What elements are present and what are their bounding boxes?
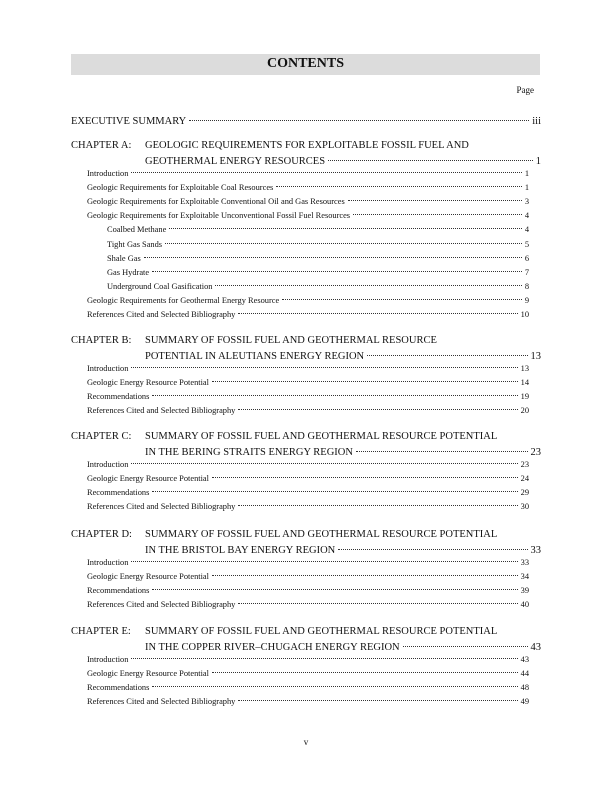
toc-entry[interactable] [87, 486, 529, 499]
dot-leader [212, 477, 518, 478]
toc-entry[interactable] [87, 308, 529, 321]
toc-entry-page: 19 [520, 392, 529, 402]
toc-entry-label: Recommendations [87, 683, 150, 693]
toc-entry-label: Introduction [87, 558, 129, 567]
toc-entry-page: 30 [520, 502, 529, 512]
toc-entry-label: Shale Gas [107, 253, 141, 263]
chapter-heading[interactable] [71, 334, 437, 347]
dot-leader [152, 686, 517, 687]
toc-entry-page: 29 [520, 488, 529, 498]
toc-entry-page: 14 [520, 378, 529, 388]
toc-entry-page: 48 [520, 683, 529, 693]
toc-entry-page: 4 [524, 225, 529, 235]
dot-leader [212, 672, 518, 673]
dot-leader [152, 395, 517, 396]
chapter-title-text: POTENTIAL IN ALEUTIANS ENERGY REGION [145, 351, 365, 362]
toc-entry-page: 10 [520, 310, 529, 319]
toc-entry[interactable] [107, 266, 529, 279]
toc-entry-label: Introduction [87, 460, 129, 469]
toc-entry-label: Geologic Requirements for Exploitable Conventional Oil and Gas Resources [87, 197, 345, 207]
dot-leader [131, 561, 517, 562]
chapter-heading[interactable] [71, 528, 497, 541]
toc-entry-label: Geologic Energy Resource Potential [87, 669, 209, 679]
toc-entry-label: Tight Gas Sands [107, 239, 163, 249]
dot-leader [131, 658, 517, 659]
toc-entry[interactable] [87, 667, 529, 680]
chapter-label: CHAPTER A: [71, 140, 132, 151]
toc-entry-page: 9 [524, 295, 529, 305]
chapter-heading[interactable] [71, 430, 497, 443]
dot-leader [131, 172, 521, 173]
dot-leader [276, 186, 522, 187]
toc-entry[interactable] [87, 294, 529, 307]
toc-entry-page: 24 [520, 474, 529, 484]
dot-leader [165, 243, 522, 244]
dot-leader [189, 120, 529, 121]
dot-leader [238, 603, 517, 604]
dot-leader [328, 160, 533, 161]
contents-heading-bar [71, 54, 540, 75]
dot-leader [169, 228, 522, 229]
dot-leader [144, 257, 522, 258]
toc-entry[interactable] [107, 223, 529, 236]
toc-entry[interactable] [87, 584, 529, 597]
toc-entry-page: 6 [524, 253, 529, 263]
toc-entry[interactable] [87, 404, 529, 417]
chapter-title-line1: GEOLOGIC REQUIREMENTS FOR EXPLOITABLE FOSSIL FUEL AND [145, 140, 469, 151]
dot-leader [348, 200, 522, 201]
toc-entry-page: 49 [520, 697, 529, 707]
toc-entry-page: 23 [520, 460, 529, 469]
dot-leader [403, 646, 528, 647]
dot-leader [238, 700, 517, 701]
dot-leader [338, 549, 527, 550]
toc-entry-page: 20 [520, 406, 529, 416]
dot-leader [215, 285, 521, 286]
toc-entry[interactable] [87, 500, 529, 513]
chapter-title-text: IN THE BERING STRAITS ENERGY REGION [145, 447, 353, 458]
toc-entry-page: 43 [520, 655, 529, 664]
toc-entry-page: 44 [520, 669, 529, 679]
toc-entry[interactable] [87, 376, 529, 389]
chapter-page: 1 [535, 156, 541, 167]
dot-leader [212, 381, 518, 382]
toc-entry-page: 1 [524, 183, 529, 193]
toc-entry-page: 8 [524, 281, 529, 291]
dot-leader [353, 214, 522, 215]
toc-entry[interactable] [87, 362, 529, 375]
toc-entry-label: References Cited and Selected Bibliography [87, 502, 236, 512]
dot-leader [152, 589, 517, 590]
page-number: v [303, 737, 309, 747]
toc-entry-page: 7 [524, 267, 529, 277]
toc-entry[interactable] [87, 472, 529, 485]
toc-entry-label: References Cited and Selected Bibliography [87, 310, 236, 319]
toc-entry[interactable] [107, 238, 529, 251]
dot-leader [238, 313, 517, 314]
dot-leader [152, 491, 517, 492]
chapter-label: CHAPTER D: [71, 529, 132, 540]
chapter-title-text: GEOTHERMAL ENERGY RESOURCES [145, 156, 326, 167]
chapter-label: CHAPTER B: [71, 335, 132, 346]
dot-leader [367, 355, 527, 356]
chapter-title-line1: SUMMARY OF FOSSIL FUEL AND GEOTHERMAL RESOURCE POTENTIAL [145, 626, 498, 637]
toc-entry[interactable] [87, 653, 529, 666]
toc-entry-page: 1 [524, 169, 529, 178]
toc-entry-page: 40 [520, 600, 529, 610]
toc-entry[interactable] [87, 556, 529, 569]
toc-entry-label: EXECUTIVE SUMMARY [71, 116, 187, 127]
toc-entry[interactable] [87, 167, 529, 180]
toc-entry-label: References Cited and Selected Bibliography [87, 697, 236, 707]
toc-entry-label: Recommendations [87, 392, 150, 402]
toc-entry-label: Gas Hydrate [107, 267, 150, 277]
toc-entry-label: Geologic Requirements for Geothermal Energy Resource [87, 295, 280, 305]
toc-entry-page: 4 [524, 211, 529, 221]
page-title: CONTENTS [266, 56, 345, 71]
toc-entry-label: Underground Coal Gasification [107, 281, 213, 291]
chapter-title-line1: SUMMARY OF FOSSIL FUEL AND GEOTHERMAL RESOURCE POTENTIAL [145, 431, 498, 442]
toc-entry-label: Recommendations [87, 586, 150, 596]
chapter-title-text: IN THE COPPER RIVER–CHUGACH ENERGY REGION [145, 642, 400, 653]
toc-entry[interactable] [87, 695, 529, 708]
dot-leader [238, 505, 517, 506]
toc-entry-page: iii [532, 116, 541, 127]
toc-entry-page: 33 [520, 558, 529, 567]
toc-entry-label: Coalbed Methane [107, 225, 167, 235]
chapter-page: 13 [530, 351, 541, 362]
toc-entry-label: Introduction [87, 655, 129, 664]
toc-entry-label: References Cited and Selected Bibliography [87, 600, 236, 610]
toc-entry-page: 13 [520, 364, 529, 373]
chapter-title-text: IN THE BRISTOL BAY ENERGY REGION [145, 545, 336, 556]
toc-entry-label: Geologic Energy Resource Potential [87, 572, 209, 582]
toc-entry-label: Recommendations [87, 488, 150, 498]
toc-entry[interactable] [107, 252, 529, 265]
toc-entry[interactable] [107, 280, 529, 293]
chapter-page: 23 [530, 447, 541, 458]
toc-entry-label: Geologic Requirements for Exploitable Coal Resources [87, 183, 274, 193]
toc-entry[interactable] [87, 598, 529, 611]
toc-entry-label: Geologic Energy Resource Potential [87, 474, 209, 484]
toc-entry-label: Introduction [87, 364, 129, 373]
dot-leader [152, 271, 522, 272]
toc-entry[interactable] [87, 390, 529, 403]
chapter-page: 43 [530, 642, 541, 653]
toc-entry-page: 5 [524, 239, 529, 249]
toc-entry-label: Geologic Energy Resource Potential [87, 378, 209, 388]
toc-entry-label: Introduction [87, 169, 129, 178]
toc-entry[interactable] [87, 458, 529, 471]
toc-entry-executive-summary[interactable] [71, 115, 541, 128]
dot-leader [212, 575, 518, 576]
dot-leader [282, 299, 522, 300]
dot-leader [356, 451, 528, 452]
chapter-heading[interactable] [71, 625, 497, 638]
toc-entry[interactable] [87, 570, 529, 583]
chapter-title-line1: SUMMARY OF FOSSIL FUEL AND GEOTHERMAL RESOURCE [145, 335, 437, 346]
chapter-label: CHAPTER E: [71, 626, 131, 637]
toc-entry[interactable] [87, 209, 529, 222]
chapter-title-line1: SUMMARY OF FOSSIL FUEL AND GEOTHERMAL RESOURCE POTENTIAL [145, 529, 498, 540]
toc-entry[interactable] [87, 181, 529, 194]
page-column-label: Page [516, 85, 534, 95]
toc-entry-page: 39 [520, 586, 529, 596]
chapter-page: 33 [530, 545, 541, 556]
toc-entry-label: References Cited and Selected Bibliography [87, 406, 236, 416]
toc-entry-page: 3 [524, 197, 529, 207]
dot-leader [131, 367, 517, 368]
toc-entry-page: 34 [520, 572, 529, 582]
toc-entry[interactable] [87, 195, 529, 208]
chapter-heading[interactable] [71, 139, 469, 152]
toc-entry[interactable] [87, 681, 529, 694]
dot-leader [238, 409, 517, 410]
toc-entry-label: Geologic Requirements for Exploitable Unconventional Fossil Fuel Resources [87, 211, 351, 221]
dot-leader [131, 463, 517, 464]
chapter-label: CHAPTER C: [71, 431, 132, 442]
